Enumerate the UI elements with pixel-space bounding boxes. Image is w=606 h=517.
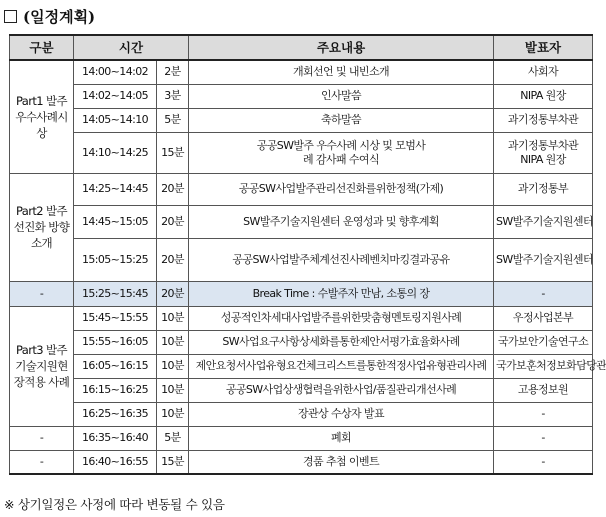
header-content: 주요내용: [189, 35, 494, 60]
section-heading: [4, 5, 95, 27]
table-row: [10, 306, 593, 330]
duration-cell: 10분: [157, 330, 189, 354]
time-cell: 15:25~15:45: [74, 281, 157, 306]
presenter-cell: -: [494, 426, 593, 450]
time-cell: 14:00~14:02: [74, 60, 157, 84]
checkbox-square-icon: [4, 10, 17, 23]
content-cell: 공공SW사업상생협력을위한사업/품질관리개선사례: [189, 378, 494, 402]
time-cell: 16:15~16:25: [74, 378, 157, 402]
time-cell: 14:05~14:10: [74, 108, 157, 132]
table-row: [10, 205, 593, 238]
presenter-cell: 국가보훈처정보화담당관: [494, 354, 593, 378]
time-cell: 14:25~14:45: [74, 173, 157, 205]
content-cell: 공공SW사업발주관리선진화를위한정책(가제): [189, 173, 494, 205]
table-row: [10, 378, 593, 402]
section-heading-text: (일정계획): [23, 7, 96, 26]
time-cell: 14:10~14:25: [74, 132, 157, 173]
presenter-cell: 과기정통부차관: [494, 108, 593, 132]
time-cell: 15:55~16:05: [74, 330, 157, 354]
time-cell: 16:35~16:40: [74, 426, 157, 450]
duration-cell: 5분: [157, 108, 189, 132]
table-row: [10, 108, 593, 132]
time-cell: 15:05~15:25: [74, 238, 157, 281]
duration-cell: 15분: [157, 132, 189, 173]
table-row: [10, 402, 593, 426]
table-row: [10, 238, 593, 281]
content-cell: 공공SW발주 우수사례 시상 및 모범사례 감사패 수여식: [189, 132, 494, 173]
closing-category-cell: -: [10, 426, 74, 450]
presenter-cell: SW발주기술지원센터: [494, 238, 593, 281]
table-row: [10, 173, 593, 205]
presenter-cell: 사회자: [494, 60, 593, 84]
table-row: [10, 330, 593, 354]
duration-cell: 10분: [157, 306, 189, 330]
time-cell: 14:02~14:05: [74, 84, 157, 108]
content-cell: SW발주기술지원센터 운영성과 및 향후계획: [189, 205, 494, 238]
presenter-cell: -: [494, 402, 593, 426]
duration-cell: 3분: [157, 84, 189, 108]
presenter-cell: 우정사업본부: [494, 306, 593, 330]
presenter-cell: NIPA 원장: [494, 84, 593, 108]
header-category: 구분: [10, 35, 74, 60]
footnote: ※ 상기일정은 사정에 따라 변동될 수 있음: [4, 497, 225, 512]
part3-label: Part3 발주 기술지원현장적용 사례: [10, 306, 74, 426]
presenter-cell: -: [494, 450, 593, 474]
presenter-cell: 국가보안기술연구소: [494, 330, 593, 354]
duration-cell: 10분: [157, 354, 189, 378]
duration-cell: 10분: [157, 402, 189, 426]
duration-cell: 15분: [157, 450, 189, 474]
table-row: [10, 354, 593, 378]
time-cell: 16:25~16:35: [74, 402, 157, 426]
table-row: [10, 60, 593, 84]
schedule-table: [9, 34, 606, 475]
duration-cell: 10분: [157, 378, 189, 402]
event-category-cell: -: [10, 450, 74, 474]
part1-label: Part1 발주우수사례시상: [10, 60, 74, 173]
content-cell: 장관상 수상자 발표: [189, 402, 494, 426]
presenter-cell: SW발주기술지원센터: [494, 205, 593, 238]
duration-cell: 2분: [157, 60, 189, 84]
time-cell: 16:05~16:15: [74, 354, 157, 378]
break-category-cell: -: [10, 281, 74, 306]
duration-cell: 20분: [157, 281, 189, 306]
time-cell: 15:45~15:55: [74, 306, 157, 330]
content-cell: Break Time : 수발주자 만남, 소통의 장: [189, 281, 494, 306]
content-cell: 성공적인차세대사업발주를위한맞춤형멘토링지원사례: [189, 306, 494, 330]
content-cell: 경품 추첨 이벤트: [189, 450, 494, 474]
content-cell: 공공SW사업발주체계선진사례벤치마킹결과공유: [189, 238, 494, 281]
content-cell: 인사말씀: [189, 84, 494, 108]
content-cell: 폐회: [189, 426, 494, 450]
break-row: [10, 281, 593, 306]
content-cell: 제안요청서사업유형요건체크리스트를통한적정사업유형관리사례: [189, 354, 494, 378]
presenter-cell: -: [494, 281, 593, 306]
content-cell: SW사업요구사항상세화를통한제안서평가효율화사례: [189, 330, 494, 354]
duration-cell: 20분: [157, 205, 189, 238]
presenter-cell: 과기정통부: [494, 173, 593, 205]
presenter-cell: 과기정통부차관 NIPA 원장: [494, 132, 593, 173]
content-cell: 축하말씀: [189, 108, 494, 132]
table-row: [10, 84, 593, 108]
header-row: [10, 35, 593, 60]
table-row: [10, 450, 593, 474]
header-presenter: 발표자: [494, 35, 593, 60]
time-cell: 14:45~15:05: [74, 205, 157, 238]
content-cell: 개회선언 및 내빈소개: [189, 60, 494, 84]
duration-cell: 5분: [157, 426, 189, 450]
part2-label: Part2 발주 선진화 방향소개: [10, 173, 74, 281]
table-row: [10, 426, 593, 450]
duration-cell: 20분: [157, 173, 189, 205]
time-cell: 16:40~16:55: [74, 450, 157, 474]
presenter-cell: 고용정보원: [494, 378, 593, 402]
table-row: [10, 132, 593, 173]
header-time: 시간: [74, 35, 189, 60]
duration-cell: 20분: [157, 238, 189, 281]
